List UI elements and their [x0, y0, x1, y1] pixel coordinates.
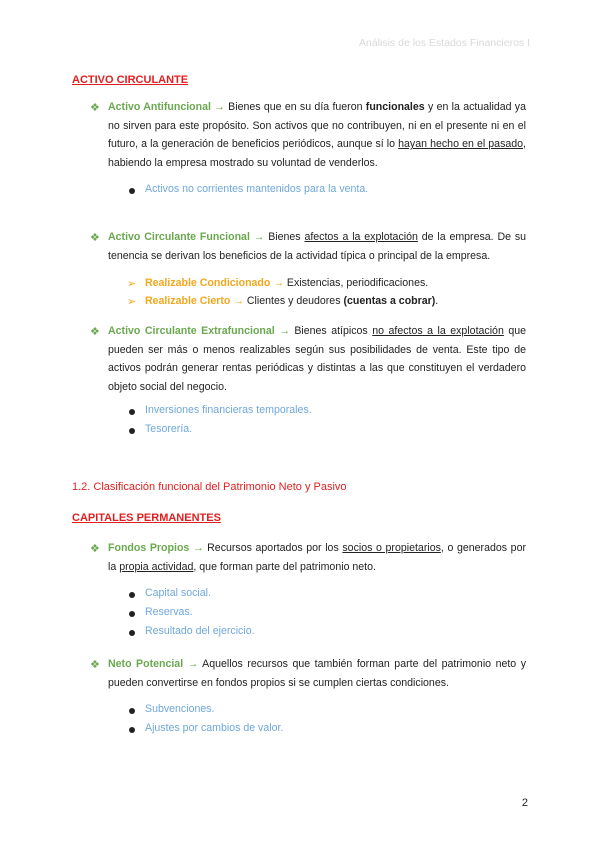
- term-activo-circulante-extrafuncional: Activo Circulante Extrafuncional: [108, 325, 275, 337]
- diamond-bullet-icon: ❖: [90, 102, 100, 114]
- text: Bienes que en su día fueron: [224, 101, 366, 113]
- list-item: Subvenciones.: [145, 703, 215, 715]
- bullet-dot-icon: [129, 409, 135, 415]
- text: Aquellos recursos que también forman parte del patrimonio neto y pueden convertirse en fondos propios si se cumplen ciertas condiciones.: [108, 658, 526, 689]
- arrowhead-bullet-icon: ➢: [127, 278, 137, 290]
- bullet-dot-icon: [129, 630, 135, 636]
- underlined-text: propia actividad: [119, 560, 194, 573]
- diamond-bullet-icon: ❖: [90, 659, 100, 671]
- list-item: Activos no corrientes mantenidos para la venta.: [145, 183, 369, 195]
- text: Clientes y deudores: [243, 295, 344, 307]
- arrowhead-bullet-icon: ➢: [127, 296, 137, 308]
- paragraph-neto-potencial: [108, 655, 526, 692]
- bullet-dot-icon: [129, 708, 135, 714]
- bullet-dot-icon: [129, 727, 135, 733]
- term-realizable-cierto: Realizable Cierto: [145, 295, 231, 307]
- paragraph-activo-circulante-funcional: [108, 228, 526, 265]
- arrow-icon: →: [273, 277, 284, 289]
- running-header: Análisis de los Estados Financieros I: [359, 37, 530, 49]
- list-item: Reservas.: [145, 606, 193, 618]
- paragraph-activo-antifuncional: [108, 98, 526, 172]
- sub-item-realizable-cierto: [145, 295, 438, 307]
- text: y en la actualidad ya no sirven para este propósito. Son activos que no contribuyen, ni en el presente ni en el futuro, a la generación de beneficios periódicos, aunque sí lo: [108, 101, 526, 151]
- bold-text: (cuentas a cobrar): [343, 295, 436, 307]
- text: , o generados por la: [108, 542, 526, 573]
- paragraph-activo-circulante-extrafuncional: [108, 322, 526, 396]
- text: Bienes atípicos: [289, 325, 373, 337]
- diamond-bullet-icon: ❖: [90, 326, 100, 338]
- underlined-text: afectos a la explotación: [304, 231, 418, 243]
- arrow-icon: →: [279, 325, 290, 337]
- bullet-dot-icon: [129, 428, 135, 434]
- diamond-bullet-icon: ❖: [90, 232, 100, 244]
- list-item: Tesorería.: [145, 423, 193, 435]
- term-fondos-propios: Fondos Propios: [108, 542, 190, 554]
- list-item: Capital social.: [145, 587, 211, 599]
- text: Bienes: [264, 231, 305, 243]
- bullet-dot-icon: [129, 592, 135, 598]
- text: Existencias, periodificaciones.: [283, 277, 429, 289]
- text: que pueden ser más o menos realizables según sus posibilidades de venta. Este tipo de activos podrán generar rentas periódicas y distintas a las que constituyen el verdadero objeto social del negocio.: [108, 325, 527, 393]
- arrow-icon: →: [187, 658, 199, 670]
- term-realizable-condicionado: Realizable Condicionado: [145, 277, 271, 289]
- list-item: Resultado del ejercicio.: [145, 625, 255, 637]
- list-item: Inversiones financieras temporales.: [145, 404, 312, 416]
- text: , que forman parte del patrimonio neto.: [193, 560, 376, 573]
- arrow-icon: →: [192, 542, 204, 554]
- arrow-icon: →: [214, 101, 225, 113]
- bullet-dot-icon: [129, 188, 135, 194]
- section-title-capitales-permanentes: CAPITALES PERMANENTES: [72, 512, 221, 524]
- section-title-activo-circulante: ACTIVO CIRCULANTE: [72, 74, 189, 86]
- term-activo-circulante-funcional: Activo Circulante Funcional: [108, 231, 250, 243]
- text: .: [435, 295, 439, 307]
- page-number: 2: [521, 797, 528, 809]
- list-item: Ajustes por cambios de valor.: [145, 722, 284, 734]
- text: Recursos aportados por los: [203, 542, 343, 554]
- bullet-dot-icon: [129, 611, 135, 617]
- underlined-text: hayan hecho en el pasado: [398, 138, 524, 151]
- underlined-text: socios o propietarios: [342, 542, 441, 554]
- underlined-text: no afectos a la explotación: [372, 325, 504, 337]
- text: , habiendo la empresa mostrado su voluntad de venderlos.: [108, 138, 526, 169]
- term-activo-antifuncional: Activo Antifuncional: [108, 101, 211, 113]
- term-neto-potencial: Neto Potencial: [108, 658, 184, 670]
- bold-text: funcionales: [365, 101, 425, 113]
- paragraph-fondos-propios: [108, 539, 526, 576]
- arrow-icon: →: [253, 231, 265, 243]
- section-heading-1-2: 1.2. Clasificación funcional del Patrimonio Neto y Pasivo: [72, 481, 347, 493]
- arrow-icon: →: [233, 295, 244, 307]
- text: de la empresa. De su tenencia se derivan los beneficios de la actividad típica o principal de la empresa.: [108, 231, 527, 262]
- sub-item-realizable-condicionado: [145, 277, 428, 289]
- diamond-bullet-icon: ❖: [90, 543, 100, 555]
